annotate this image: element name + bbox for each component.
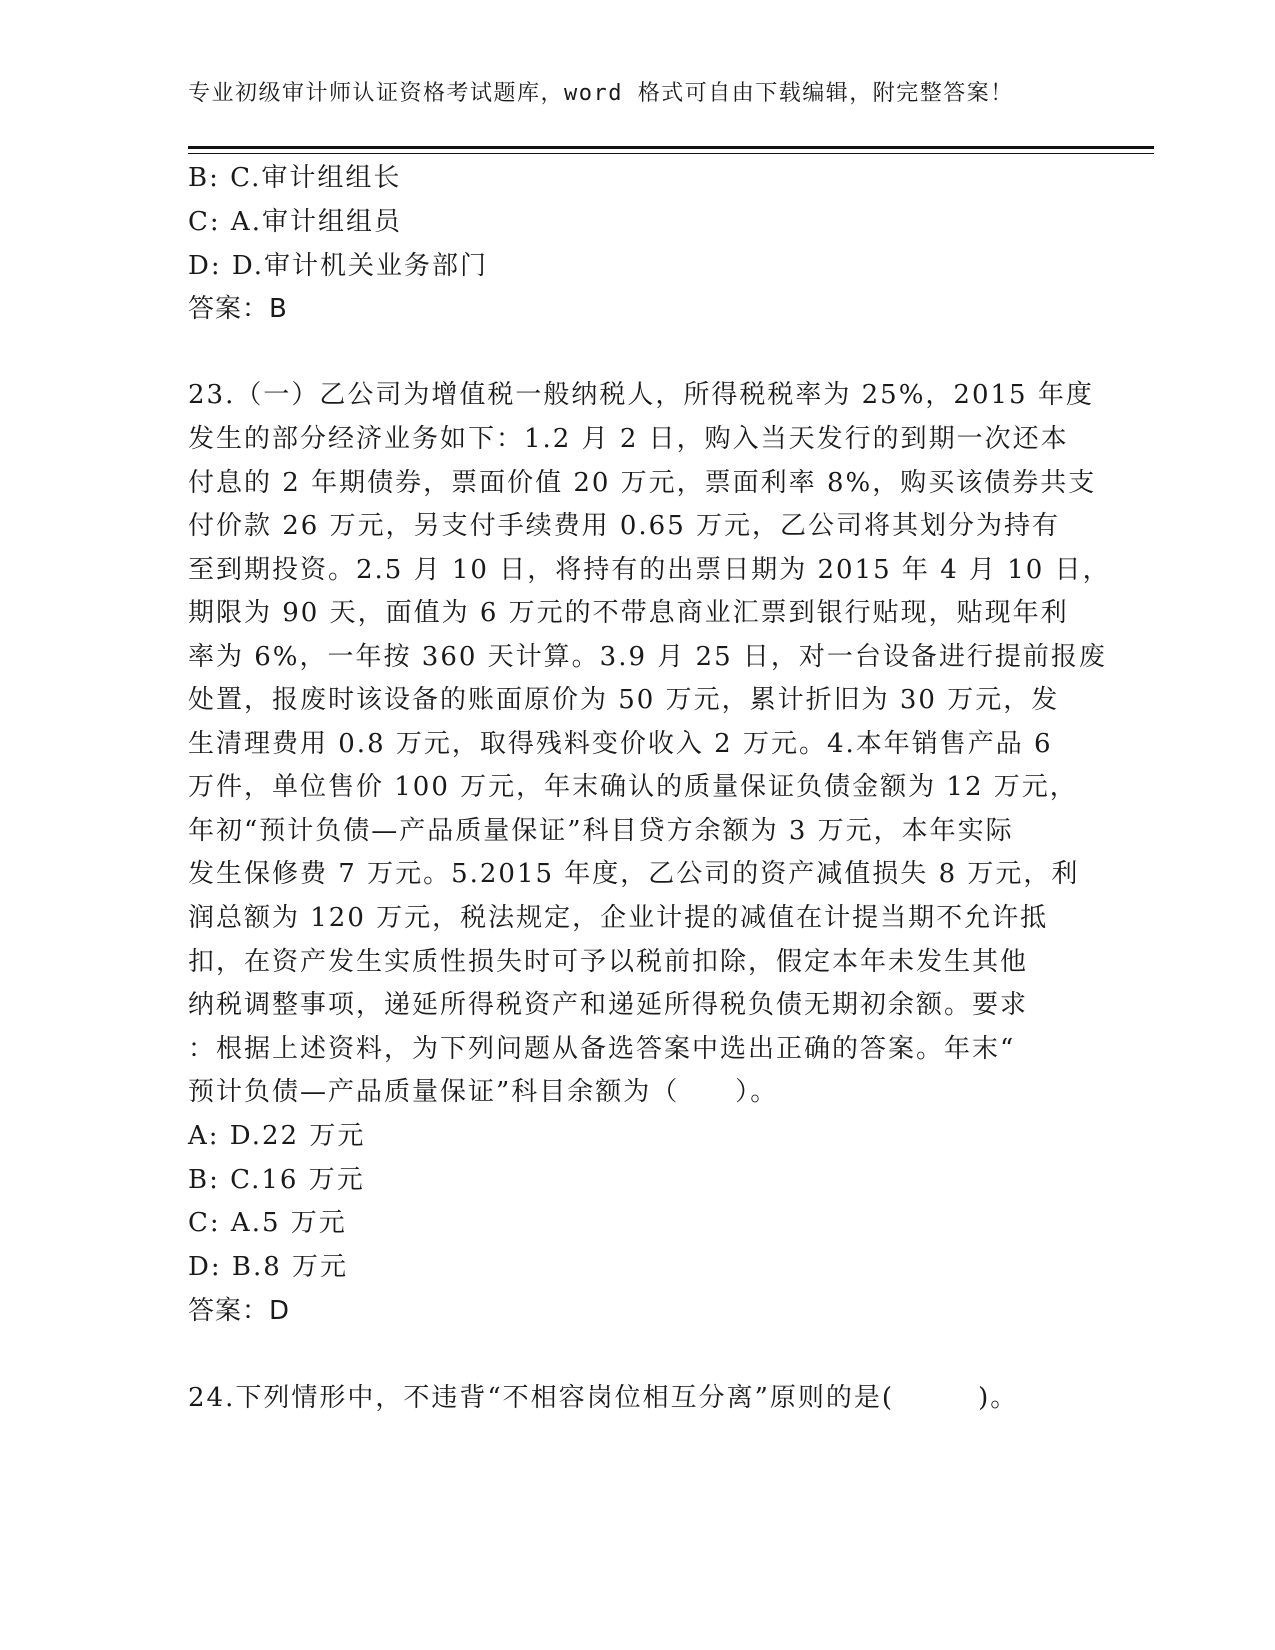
question-text-line: 处置，报废时该设备的账面原价为 50 万元，累计折旧为 30 万元，发	[188, 685, 1060, 715]
question-text-line: 23.（一）乙公司为增值税一般纳税人，所得税税率为 25%，2015 年度	[188, 380, 1094, 410]
question-text-line: 扣，在资产发生实质性损失时可予以税前扣除，假定本年未发生其他	[188, 947, 1029, 977]
question-text-line: 发生的部分经济业务如下：1.2 月 2 日，购入当天发行的到期一次还本	[188, 424, 1069, 454]
option-d: D: D.审计机关业务部门	[188, 251, 489, 281]
option-c: C: A.审计组组员	[188, 207, 402, 237]
option-c: C: A.5 万元	[188, 1208, 347, 1238]
question-text-line: 万件，单位售价 100 万元，年末确认的质量保证负债金额为 12 万元，	[188, 772, 1078, 802]
header-rule-thick	[188, 146, 1154, 149]
answer-label: 答案：B	[188, 294, 288, 324]
question-text-line: 生清理费用 0.8 万元，取得残料变价收入 2 万元。4.本年销售产品 6	[188, 729, 1053, 759]
question-text-line: 付价款 26 万元，另支付手续费用 0.65 万元，乙公司将其划分为持有	[188, 511, 1061, 541]
option-a: A: D.22 万元	[188, 1121, 366, 1151]
question-text-line: 预计负债—产品质量保证”科目余额为（ ）。	[188, 1077, 779, 1107]
question-text-line: 24.下列情形中，不违背“不相容岗位相互分离”原则的是( )。	[188, 1383, 1019, 1413]
question-text-line: 率为 6%，一年按 360 天计算。3.9 月 25 日，对一台设备进行提前报废	[188, 642, 1107, 672]
option-b: B: C.审计组组长	[188, 163, 402, 193]
question-text-line: 年初“预计负债—产品质量保证”科目贷方余额为 3 万元，本年实际	[188, 816, 1014, 846]
question-text-line: 发生保修费 7 万元。5.2015 年度，乙公司的资产减值损失 8 万元，利	[188, 859, 1080, 889]
question-text-line: 纳税调整事项，递延所得税资产和递延所得税负债无期初余额。要求	[188, 990, 1029, 1020]
question-text-line: 期限为 90 天，面值为 6 万元的不带息商业汇票到银行贴现，贴现年利	[188, 598, 1069, 628]
option-b: B: C.16 万元	[188, 1165, 365, 1195]
header-rule-thin	[188, 153, 1154, 154]
header-text: 专业初级审计师认证资格考试题库，word 格式可自由下载编辑，附完整答案！	[188, 81, 1014, 106]
answer-label: 答案：D	[188, 1296, 291, 1326]
question-text-line: 至到期投资。2.5 月 10 日，将持有的出票日期为 2015 年 4 月 10 日，	[188, 555, 1111, 585]
option-d: D: B.8 万元	[188, 1252, 349, 1282]
question-text-line: 付息的 2 年期债券，票面价值 20 万元，票面利率 8%，购买该债券共支	[188, 468, 1097, 498]
question-text-line: ：根据上述资料，为下列问题从备选答案中选出正确的答案。年末“	[188, 1034, 1016, 1064]
question-text-line: 润总额为 120 万元，税法规定，企业计提的减值在计提当期不允许抵	[188, 903, 1049, 933]
